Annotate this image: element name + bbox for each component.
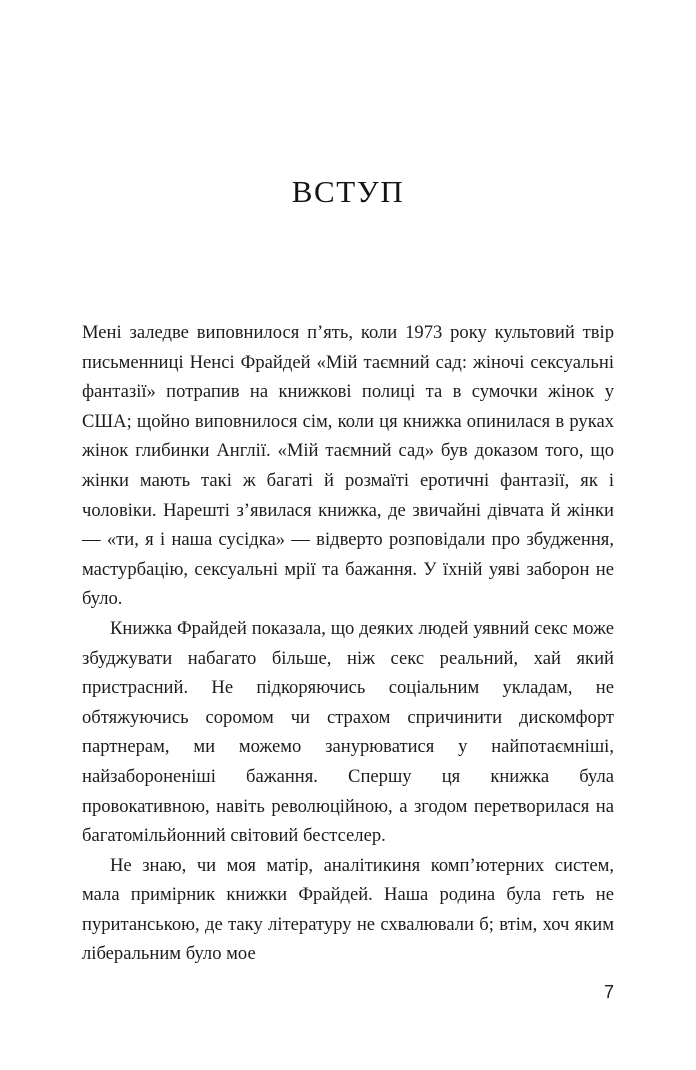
paragraph: Мені заледве виповнилося п’ять, коли 1973 року культовий твір письменниці Ненсі Фрайдей «Мій таємний сад: жіночі сексуальні фантазії» потрапив на книжкові полиці та в сумочки жінок у США; щойно виповнилося сім, коли ця книжка опинилася в руках жінок глибинки Англії. «Мій таємний сад» був доказом того, що жінки мають такі ж багаті й розмаїті еротичні фантазії, як і чоловіки. Нарешті з’явилася книжка, де звичайні дівчата й жінки — «ти, я і наша сусідка» — відверто розповідали про збудження, мастурбацію, сексуальні мрії та бажання. У їхній уяві заборон не було. xyxy=(82,322,614,610)
body-text-block xyxy=(82,318,614,969)
chapter-title: ВСТУП xyxy=(291,173,405,209)
paragraph: Книжка Фрайдей показала, що деяких людей уявний секс може збуджувати набагато більше, ніж секс реальний, хай який пристрасний. Не підкоряючись соціальним укладам, не обтяжуючись соромом чи страхом спричинити дискомфорт партнерам, ми можемо занурюватися у найпотаємніші, найзабороненіші бажання. Спершу ця книжка була провокативною, навіть революційною, а згодом перетворилася на багатомільйонний світовий бестселер. xyxy=(82,617,614,847)
paragraph: Не знаю, чи моя матір, аналітикиня комп’ютерних систем, мала примірник книжки Фрайдей. Наша родина була геть не пуританською, де таку літературу не схвалювали б; втім, хоч яким ліберальним було мое xyxy=(82,854,614,965)
page-number: 7 xyxy=(603,982,614,1002)
